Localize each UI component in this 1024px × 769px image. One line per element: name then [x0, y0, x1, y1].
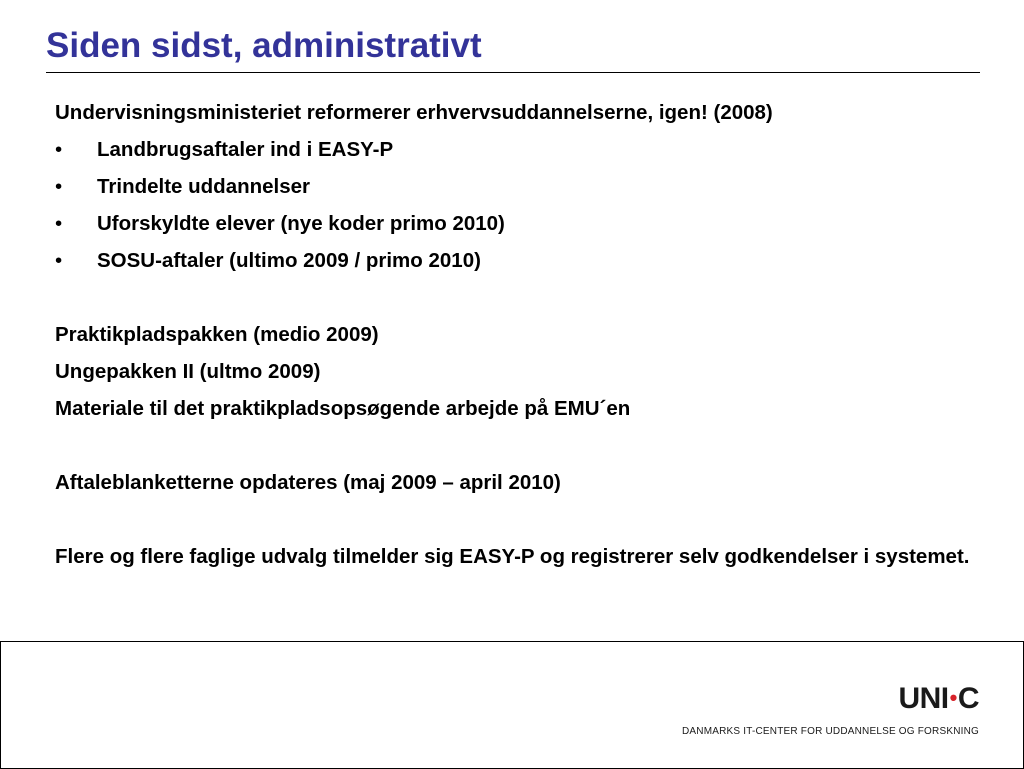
- body-line: Aftaleblanketterne opdateres (maj 2009 – april 2010): [55, 471, 561, 494]
- bullet-item: [55, 168, 975, 205]
- bullet-icon: •: [55, 138, 63, 161]
- bullet-icon: •: [55, 249, 63, 272]
- body-line: Praktikpladspakken (medio 2009): [55, 323, 379, 346]
- logo-wordmark: [682, 682, 979, 718]
- spacer: [55, 427, 975, 464]
- spacer: [55, 501, 975, 538]
- spacer: [55, 279, 975, 316]
- slide-body: [55, 94, 975, 571]
- bullet-text: SOSU-aftaler (ultimo 2009 / primo 2010): [97, 249, 481, 272]
- logo-dot-icon: •: [949, 685, 957, 710]
- intro-line: Undervisningsministeriet reformerer erhvervsuddannelserne, igen! (2008): [55, 101, 773, 124]
- slide-footer: [0, 641, 1024, 769]
- bullet-text: Trindelte uddannelser: [97, 175, 311, 198]
- bullet-item: [55, 205, 975, 242]
- bullet-item: [55, 131, 975, 168]
- bullet-icon: •: [55, 175, 63, 198]
- logo-text-right: C: [957, 682, 979, 715]
- bullet-text: Uforskyldte elever (nye koder primo 2010): [97, 212, 505, 235]
- body-line: Ungepakken II (ultmo 2009): [55, 360, 321, 383]
- body-line: Materiale til det praktikpladsopsøgende arbejde på EMU´en: [55, 397, 631, 420]
- unic-logo: [682, 682, 979, 738]
- body-paragraph: Flere og flere faglige udvalg tilmelder sig EASY-P og registrerer selv godkendelser i systemet.: [55, 545, 970, 568]
- logo-subtitle: DANMARKS IT-CENTER FOR UDDANNELSE OG FORSKNING: [681, 726, 979, 737]
- bullet-text: Landbrugsaftaler ind i EASY-P: [97, 138, 394, 161]
- bullet-icon: •: [55, 212, 63, 235]
- logo-text-left: UNI: [898, 682, 949, 715]
- bullet-item: [55, 242, 975, 279]
- title-divider: [46, 72, 980, 73]
- slide-title: Siden sidst, administrativt: [46, 26, 482, 65]
